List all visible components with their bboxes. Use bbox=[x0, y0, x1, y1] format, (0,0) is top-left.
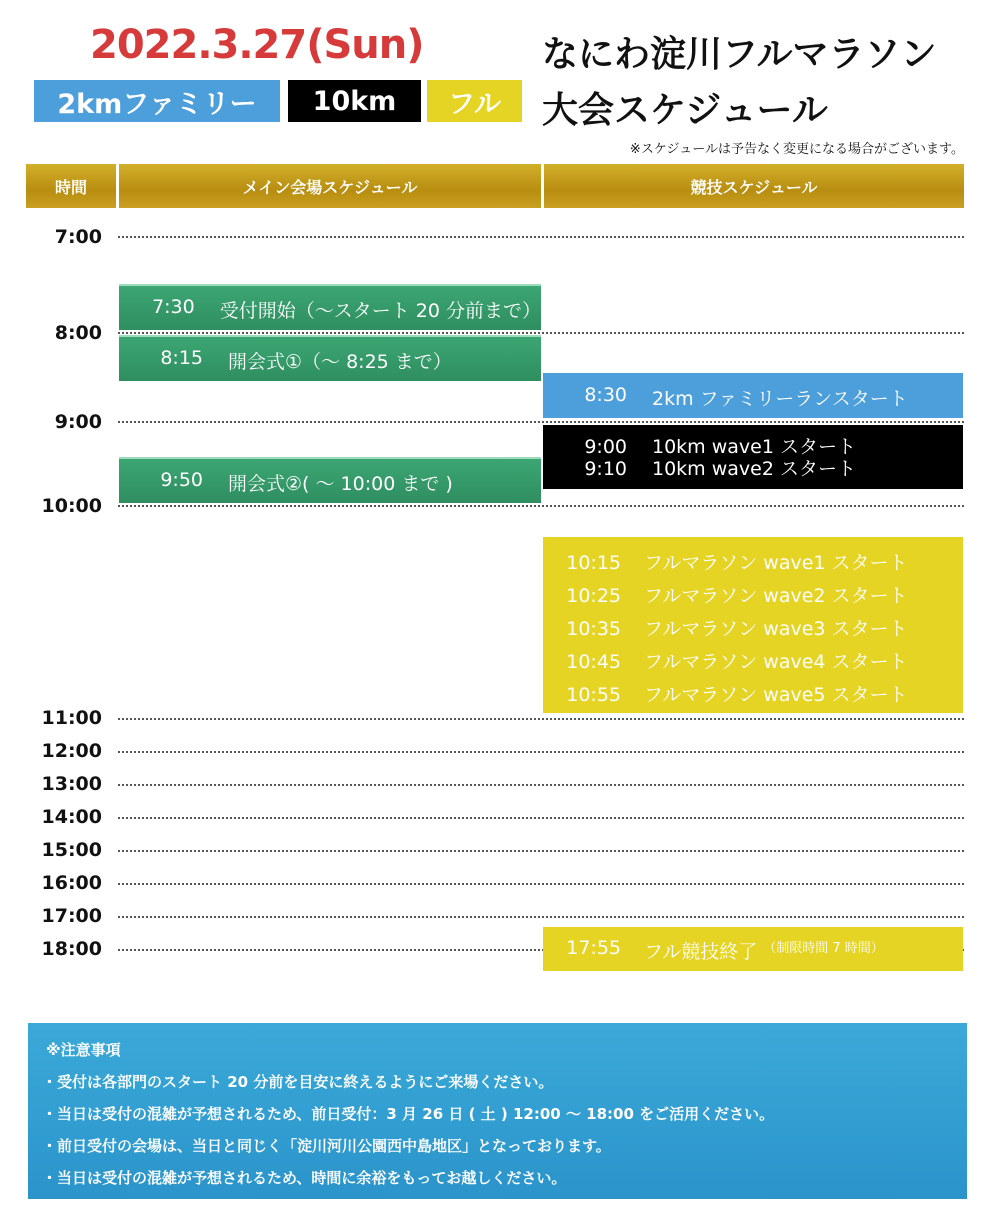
event-time: 9:50 bbox=[160, 469, 203, 491]
time-label: 9:00 bbox=[54, 411, 102, 433]
time-label: 8:00 bbox=[54, 322, 102, 344]
event-label: 10km wave2 スタート bbox=[652, 458, 856, 480]
notes-title: ※注意事項 bbox=[46, 1041, 121, 1059]
race-wave-row bbox=[543, 613, 963, 646]
race-event-family-run bbox=[543, 373, 963, 418]
notes-panel bbox=[28, 1023, 967, 1199]
time-label: 16:00 bbox=[41, 872, 102, 894]
event-time: 10:25 bbox=[566, 585, 621, 607]
note-item: ・当日は受付の混雑が予想されるため、時間に余裕をもってお越しください。 bbox=[42, 1169, 567, 1187]
time-label: 13:00 bbox=[41, 773, 102, 795]
category-badge-10km: 10km bbox=[288, 80, 421, 122]
event-label: フルマラソン wave4 スタート bbox=[644, 651, 908, 673]
race-wave-row bbox=[543, 547, 963, 580]
main-event-opening-ceremony-2 bbox=[119, 457, 541, 503]
race-wave-row bbox=[543, 679, 963, 712]
time-label: 7:00 bbox=[54, 226, 102, 248]
event-label: 受付開始（〜スタート 20 分前まで） bbox=[219, 300, 541, 322]
time-gridline bbox=[118, 784, 964, 786]
event-label: フル競技終了 bbox=[644, 941, 758, 963]
event-time: 10:45 bbox=[566, 651, 621, 673]
time-gridline bbox=[118, 421, 964, 423]
race-wave-row bbox=[543, 458, 963, 480]
event-label: フルマラソン wave3 スタート bbox=[644, 618, 908, 640]
time-label: 17:00 bbox=[41, 905, 102, 927]
time-gridline bbox=[118, 332, 964, 334]
time-gridline bbox=[118, 505, 964, 507]
time-label: 12:00 bbox=[41, 740, 102, 762]
time-gridline bbox=[118, 916, 964, 918]
event-time: 7:30 bbox=[152, 296, 195, 318]
time-label: 10:00 bbox=[41, 495, 102, 517]
schedule-title: 大会スケジュール bbox=[542, 90, 828, 131]
column-header-time: 時間 bbox=[26, 164, 116, 208]
event-time: 8:15 bbox=[160, 347, 203, 369]
event-label: フルマラソン wave1 スタート bbox=[644, 552, 908, 574]
event-time: 9:00 bbox=[584, 436, 627, 458]
event-label: 開会式②( 〜 10:00 まで ) bbox=[228, 473, 453, 495]
time-gridline bbox=[118, 850, 964, 852]
note-item: ・前日受付の会場は、当日と同じく「淀川河川公園西中島地区」となっております。 bbox=[42, 1137, 611, 1155]
event-time: 17:55 bbox=[566, 937, 621, 959]
time-gridline bbox=[118, 751, 964, 753]
event-time: 8:30 bbox=[584, 384, 627, 406]
category-badge-family: 2kmファミリー bbox=[34, 80, 280, 122]
race-wave-row bbox=[543, 436, 963, 458]
category-badge-full: フル bbox=[427, 80, 522, 122]
time-gridline bbox=[118, 817, 964, 819]
event-time: 10:15 bbox=[566, 552, 621, 574]
race-event-10km bbox=[543, 425, 963, 489]
column-header-race: 競技スケジュール bbox=[544, 164, 964, 208]
time-limit-note: （制限時間 7 時間） bbox=[763, 941, 884, 956]
event-time: 10:35 bbox=[566, 618, 621, 640]
event-label: フルマラソン wave5 スタート bbox=[644, 684, 908, 706]
time-gridline bbox=[118, 718, 964, 720]
event-label: フルマラソン wave2 スタート bbox=[644, 585, 908, 607]
time-label: 15:00 bbox=[41, 839, 102, 861]
change-notice: ※スケジュールは予告なく変更になる場合がございます。 bbox=[629, 142, 964, 157]
event-time: 10:55 bbox=[566, 684, 621, 706]
main-event-reception bbox=[119, 284, 541, 330]
time-label: 18:00 bbox=[41, 938, 102, 960]
column-header-main-venue: メイン会場スケジュール bbox=[119, 164, 541, 208]
race-event-full-marathon bbox=[543, 537, 963, 713]
race-event-finish bbox=[543, 927, 963, 971]
race-wave-row bbox=[543, 580, 963, 613]
main-event-opening-ceremony-1 bbox=[119, 335, 541, 381]
event-label: 2km ファミリーランスタート bbox=[652, 388, 908, 410]
time-label: 14:00 bbox=[41, 806, 102, 828]
time-gridline bbox=[118, 883, 964, 885]
time-label: 11:00 bbox=[41, 707, 102, 729]
event-label: 開会式①（〜 8:25 まで） bbox=[228, 351, 452, 373]
event-label: 10km wave1 スタート bbox=[652, 436, 856, 458]
note-item: ・受付は各部門のスタート 20 分前を目安に終えるようにご来場ください。 bbox=[42, 1073, 554, 1091]
event-title: なにわ淀川フルマラソン bbox=[542, 34, 937, 75]
event-date: 2022.3.27(Sun) bbox=[90, 22, 424, 68]
note-item: ・当日は受付の混雑が予想されるため、前日受付：3 月 26 日 ( 土 ) 12:00 〜 18:00 をご活用ください。 bbox=[42, 1105, 775, 1123]
time-gridline bbox=[118, 236, 964, 238]
race-wave-row bbox=[543, 646, 963, 679]
event-time: 9:10 bbox=[584, 458, 627, 480]
